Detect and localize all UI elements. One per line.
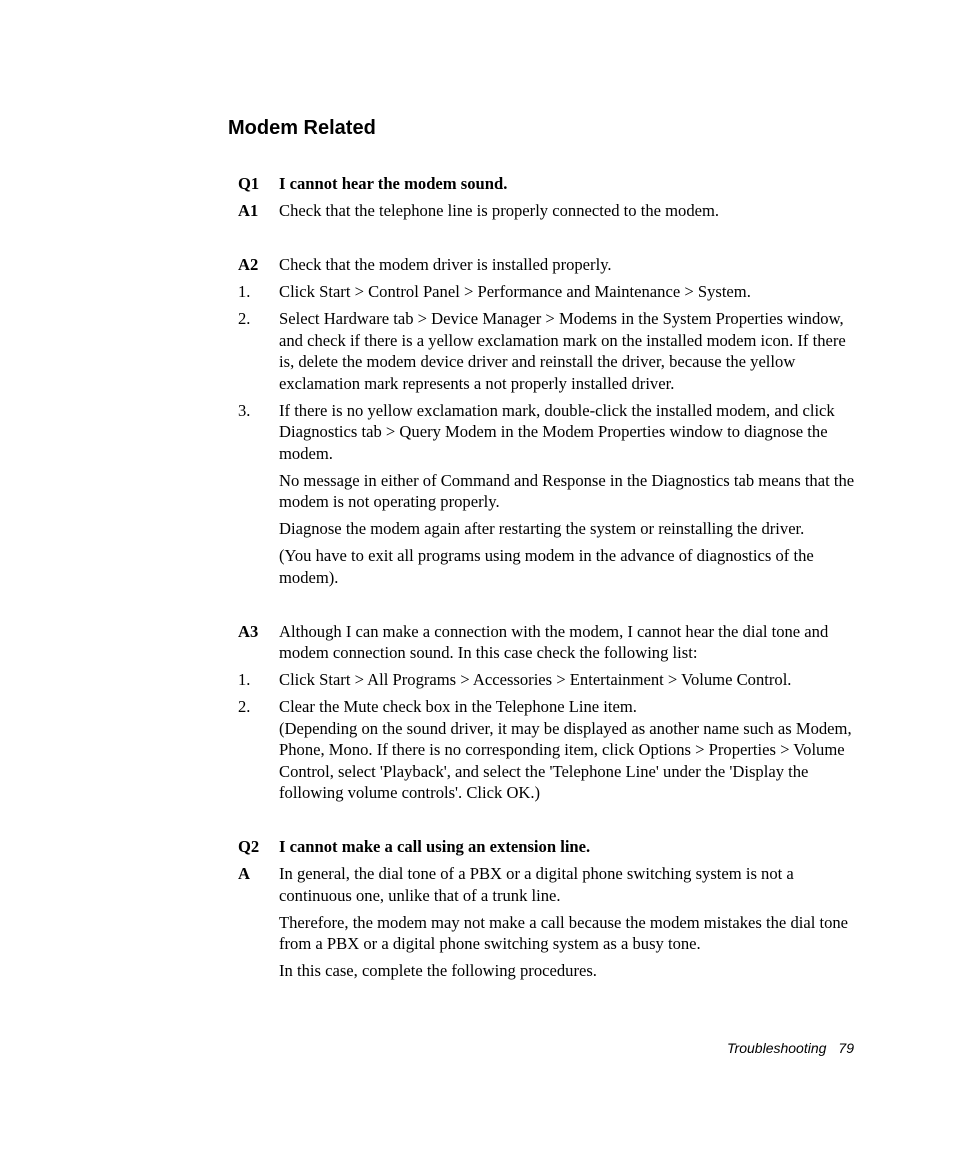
spacer	[238, 594, 858, 621]
spacer	[238, 227, 858, 254]
answer-text: Although I can make a connection with the modem, I cannot hear the dial tone and modem connection sound. In this case check the following list:	[279, 621, 829, 662]
spacer	[238, 809, 858, 836]
list-item	[238, 400, 858, 465]
list-number: 2.	[238, 697, 251, 716]
answer-label: A	[238, 864, 250, 883]
list-text-block	[279, 696, 858, 804]
list-number: 3.	[238, 400, 251, 420]
note-paragraph: Diagnose the modem again after restarting the system or reinstalling the driver.	[279, 519, 805, 538]
list-text: Select Hardware tab > Device Manager > Modems in the System Properties window, and check if there is a yellow exclamation mark on the installed modem icon. If there is, delete the modem device driver and reinstall the driver, because the yellow exclamation mark represents a not properly installed driver.	[279, 309, 846, 393]
list-item	[238, 281, 858, 303]
note-paragraph: Therefore, the modem may not make a call because the modem mistakes the dial tone from a PBX or a digital phone switching system as a busy tone.	[279, 912, 849, 953]
list-text: Click Start > Control Panel > Performance and Maintenance > System.	[279, 282, 751, 301]
question-text: I cannot make a call using an extension line.	[279, 837, 591, 856]
answer-label: A2	[238, 255, 259, 274]
page-number: 79	[838, 1040, 854, 1056]
question-label: Q2	[238, 837, 260, 856]
answer-label: A3	[238, 621, 259, 641]
list-number: 2.	[238, 309, 251, 328]
list-number: 1.	[238, 282, 251, 301]
answer-text: Check that the telephone line is properly connected to the modem.	[279, 201, 720, 220]
question-q2	[238, 836, 858, 858]
list-number: 1.	[238, 670, 251, 689]
list-item	[238, 308, 858, 394]
faq-content	[238, 173, 858, 987]
answer-text: Check that the modem driver is installed properly.	[279, 255, 612, 274]
answer-label: A1	[238, 201, 259, 220]
list-item	[238, 669, 858, 691]
footer-chapter: Troubleshooting	[727, 1040, 827, 1056]
page-footer	[727, 1039, 854, 1057]
answer-a1	[238, 200, 858, 222]
question-text: I cannot hear the modem sound.	[279, 174, 508, 193]
note-paragraph: (You have to exit all programs using modem in the advance of diagnostics of the modem).	[279, 546, 814, 587]
list-text: Click Start > All Programs > Accessories > Entertainment > Volume Control.	[279, 670, 792, 689]
answer-a	[238, 863, 858, 906]
note-paragraph: No message in either of Command and Response in the Diagnostics tab means that the modem is not operating properly.	[279, 470, 855, 511]
list-item	[238, 696, 858, 804]
note-paragraph: In this case, complete the following procedures.	[279, 961, 597, 980]
list-subnote: (Depending on the sound driver, it may be displayed as another name such as Modem, Phone, Mono. If there is no corresponding item, click Options > Properties > Volume Control, select 'Playback', and select the 'Telephone Line' under the 'Display the following volume controls'. Click OK.)	[279, 718, 852, 802]
section-title: Modem Related	[228, 117, 376, 139]
list-text: Clear the Mute check box in the Telephone Line item.	[279, 697, 637, 716]
answer-a3	[238, 621, 858, 664]
list-text: If there is no yellow exclamation mark, double-click the installed modem, and click Diagnostics tab > Query Modem in the Modem Properties window to diagnose the modem.	[279, 400, 835, 463]
answer-text: In general, the dial tone of a PBX or a digital phone switching system is not a continuous one, unlike that of a trunk line.	[279, 864, 794, 905]
answer-a2	[238, 254, 858, 276]
question-q1	[238, 173, 858, 195]
question-label: Q1	[238, 174, 260, 193]
